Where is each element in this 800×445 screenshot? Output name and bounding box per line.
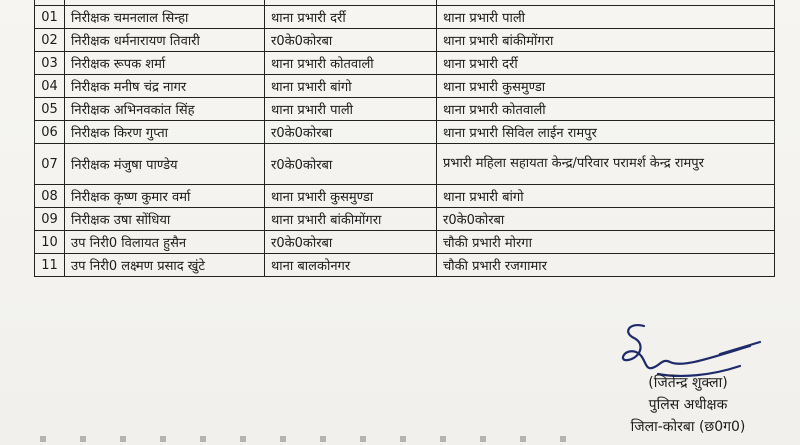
serial-number: 03 xyxy=(35,52,65,75)
serial-number: 08 xyxy=(35,185,65,208)
table-row xyxy=(35,52,775,75)
current-posting: थाना प्रभारी कुसमुण्डा xyxy=(265,185,437,208)
serial-number: 11 xyxy=(35,254,65,277)
officer-name: उप निरी0 लक्ष्मण प्रसाद खुंटे xyxy=(65,254,265,277)
new-posting: थाना प्रभारी कोतवाली xyxy=(437,98,775,121)
officer-name: निरीक्षक चमनलाल सिन्हा xyxy=(65,6,265,29)
serial-number: 02 xyxy=(35,29,65,52)
officer-name: निरीक्षक रूपक शर्मा xyxy=(65,52,265,75)
officer-name: उप निरी0 विलायत हुसैन xyxy=(65,231,265,254)
table-row xyxy=(35,231,775,254)
current-posting: थाना प्रभारी कोतवाली xyxy=(265,52,437,75)
table-row xyxy=(35,29,775,52)
officer-name: निरीक्षक धर्मनारायण तिवारी xyxy=(65,29,265,52)
officer-name: निरीक्षक कृष्ण कुमार वर्मा xyxy=(65,185,265,208)
serial-number: 04 xyxy=(35,75,65,98)
current-posting: र0के0कोरबा xyxy=(265,29,437,52)
serial-number: 07 xyxy=(35,144,65,185)
officer-name: निरीक्षक किरण गुप्ता xyxy=(65,121,265,144)
table-row xyxy=(35,121,775,144)
table-row xyxy=(35,75,775,98)
serial-number: 01 xyxy=(35,6,65,29)
officer-name: निरीक्षक अभिनवकांत सिंह xyxy=(65,98,265,121)
new-posting: थाना प्रभारी कुसमुण्डा xyxy=(437,75,775,98)
serial-number: 10 xyxy=(35,231,65,254)
signature-block xyxy=(588,372,788,438)
signatory-designation: पुलिस अधीक्षक xyxy=(648,397,728,413)
new-posting: थाना प्रभारी बांगो xyxy=(437,185,775,208)
new-posting: प्रभारी महिला सहायता केन्द्र/परिवार परामर्श केन्द्र रामपुर xyxy=(437,144,775,185)
current-posting: र0के0कोरबा xyxy=(265,144,437,185)
signatory-name: (जितेन्द्र शुक्ला) xyxy=(648,375,728,391)
new-posting: चौकी प्रभारी मोरगा xyxy=(437,231,775,254)
signatory-district: जिला-कोरबा (छ0ग0) xyxy=(630,419,746,435)
cut-off-text-line xyxy=(40,436,580,442)
current-posting: थाना प्रभारी बांकीमोंगरा xyxy=(265,208,437,231)
new-posting: चौकी प्रभारी रजगामार xyxy=(437,254,775,277)
current-posting: थाना प्रभारी पाली xyxy=(265,98,437,121)
table-row xyxy=(35,6,775,29)
officer-name: निरीक्षक उषा सोंधिया xyxy=(65,208,265,231)
table-row xyxy=(35,98,775,121)
table-row xyxy=(35,144,775,185)
officer-name: निरीक्षक मनीष चंद्र नागर xyxy=(65,75,265,98)
transfer-table xyxy=(34,0,775,277)
new-posting: थाना प्रभारी सिविल लाईन रामपुर xyxy=(437,121,775,144)
new-posting: थाना प्रभारी दर्री xyxy=(437,52,775,75)
table-row xyxy=(35,208,775,231)
serial-number: 09 xyxy=(35,208,65,231)
table-row xyxy=(35,254,775,277)
current-posting: र0के0कोरबा xyxy=(265,231,437,254)
current-posting: र0के0कोरबा xyxy=(265,121,437,144)
serial-number: 06 xyxy=(35,121,65,144)
current-posting: थाना प्रभारी बांगो xyxy=(265,75,437,98)
new-posting: थाना प्रभारी बांकीमोंगरा xyxy=(437,29,775,52)
serial-number: 05 xyxy=(35,98,65,121)
table-row xyxy=(35,185,775,208)
current-posting: थाना बालकोनगर xyxy=(265,254,437,277)
current-posting: थाना प्रभारी दर्री xyxy=(265,6,437,29)
officer-name: निरीक्षक मंजुषा पाण्डेय xyxy=(65,144,265,185)
new-posting: र0के0कोरबा xyxy=(437,208,775,231)
new-posting: थाना प्रभारी पाली xyxy=(437,6,775,29)
